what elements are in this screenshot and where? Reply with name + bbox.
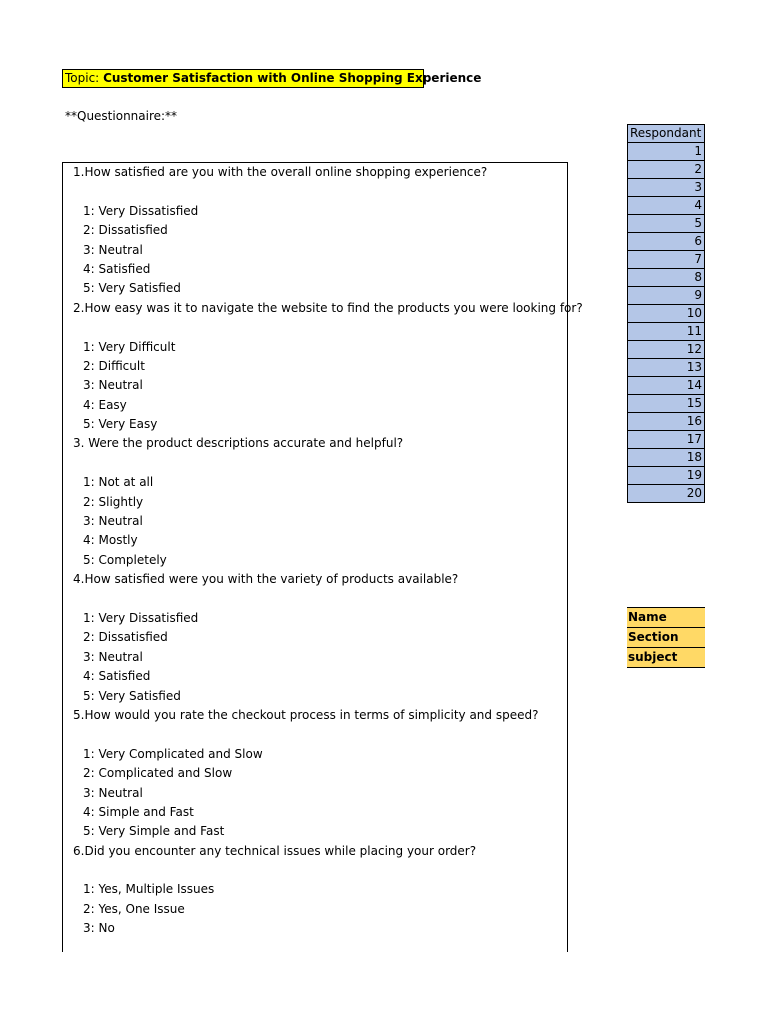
info-label-name: Name <box>627 608 705 628</box>
respondent-number: 3 <box>628 179 705 197</box>
questionnaire-header: **Questionnaire:** <box>65 109 178 123</box>
answer-option: 1: Not at all <box>83 475 154 490</box>
answer-option: 2: Dissatisfied <box>83 223 168 238</box>
respondent-number: 6 <box>628 233 705 251</box>
respondent-table <box>627 124 705 503</box>
question-text: 2.How easy was it to navigate the website to find the products you were looking for? <box>73 300 583 315</box>
respondent-number: 11 <box>628 323 705 341</box>
respondent-number: 19 <box>628 467 705 485</box>
respondent-number: 2 <box>628 161 705 179</box>
question-text: 6.Did you encounter any technical issues while placing your order? <box>73 843 477 858</box>
answer-option: 3: No <box>83 921 115 936</box>
answer-option: 5: Very Satisfied <box>83 281 181 296</box>
answer-option: 3: Neutral <box>83 514 143 529</box>
answer-option: 3: Neutral <box>83 242 143 257</box>
answer-option: 3: Neutral <box>83 378 143 393</box>
answer-option: 4: Satisfied <box>83 669 151 684</box>
respondent-number: 5 <box>628 215 705 233</box>
respondent-number: 15 <box>628 395 705 413</box>
answer-option: 4: Satisfied <box>83 261 151 276</box>
info-table <box>627 607 705 668</box>
info-label-section: Section <box>627 628 705 648</box>
answer-option: 1: Very Dissatisfied <box>83 203 199 218</box>
answer-option: 2: Complicated and Slow <box>83 766 233 781</box>
blank-line <box>63 861 567 880</box>
respondent-number: 17 <box>628 431 705 449</box>
question-text: 3. Were the product descriptions accurate and helpful? <box>73 436 404 451</box>
question-text: 1.How satisfied are you with the overall online shopping experience? <box>73 165 488 179</box>
respondent-number: 1 <box>628 143 705 161</box>
answer-option: 1: Very Complicated and Slow <box>83 746 263 761</box>
answer-option: 2: Difficult <box>83 358 145 373</box>
answer-option: 4: Easy <box>83 397 127 412</box>
answer-option: 4: Simple and Fast <box>83 804 194 819</box>
respondent-number: 16 <box>628 413 705 431</box>
respondent-number: 20 <box>628 485 705 503</box>
answer-option: 2: Slightly <box>83 494 144 509</box>
answer-option: 1: Yes, Multiple Issues <box>83 882 215 897</box>
respondent-number: 12 <box>628 341 705 359</box>
question-text: 5.How would you rate the checkout process in terms of simplicity and speed? <box>73 707 539 722</box>
question-text: 4.How satisfied were you with the variety of products available? <box>73 572 459 587</box>
answer-option: 5: Very Easy <box>83 417 158 432</box>
blank-line <box>63 182 567 201</box>
topic-label: Topic: <box>65 71 100 85</box>
respondent-number: 9 <box>628 287 705 305</box>
blank-line <box>63 725 567 744</box>
blank-line <box>63 590 567 609</box>
topic-title: Customer Satisfaction with Online Shopping Experience <box>103 71 482 85</box>
respondent-number: 13 <box>628 359 705 377</box>
answer-option: 1: Very Dissatisfied <box>83 610 199 625</box>
topic-banner <box>62 69 482 88</box>
answer-option: 3: Neutral <box>83 649 143 664</box>
respondent-number: 18 <box>628 449 705 467</box>
blank-line <box>63 454 567 473</box>
blank-line <box>63 318 567 337</box>
answer-option: 5: Very Simple and Fast <box>83 824 225 839</box>
respondent-number: 4 <box>628 197 705 215</box>
answer-option: 1: Very Difficult <box>83 339 176 354</box>
respondent-number: 14 <box>628 377 705 395</box>
respondent-number: 7 <box>628 251 705 269</box>
answer-option: 5: Completely <box>83 552 167 567</box>
answer-option: 2: Dissatisfied <box>83 630 168 645</box>
respondent-number: 10 <box>628 305 705 323</box>
respondent-number: 8 <box>628 269 705 287</box>
questionnaire-box <box>62 162 583 952</box>
respondent-header: Respondant <box>628 125 705 143</box>
info-label-subject: subject <box>627 648 705 668</box>
answer-option: 4: Mostly <box>83 533 138 548</box>
answer-option: 5: Very Satisfied <box>83 688 181 703</box>
answer-option: 2: Yes, One Issue <box>83 901 185 916</box>
answer-option: 3: Neutral <box>83 785 143 800</box>
question-list <box>63 163 583 939</box>
